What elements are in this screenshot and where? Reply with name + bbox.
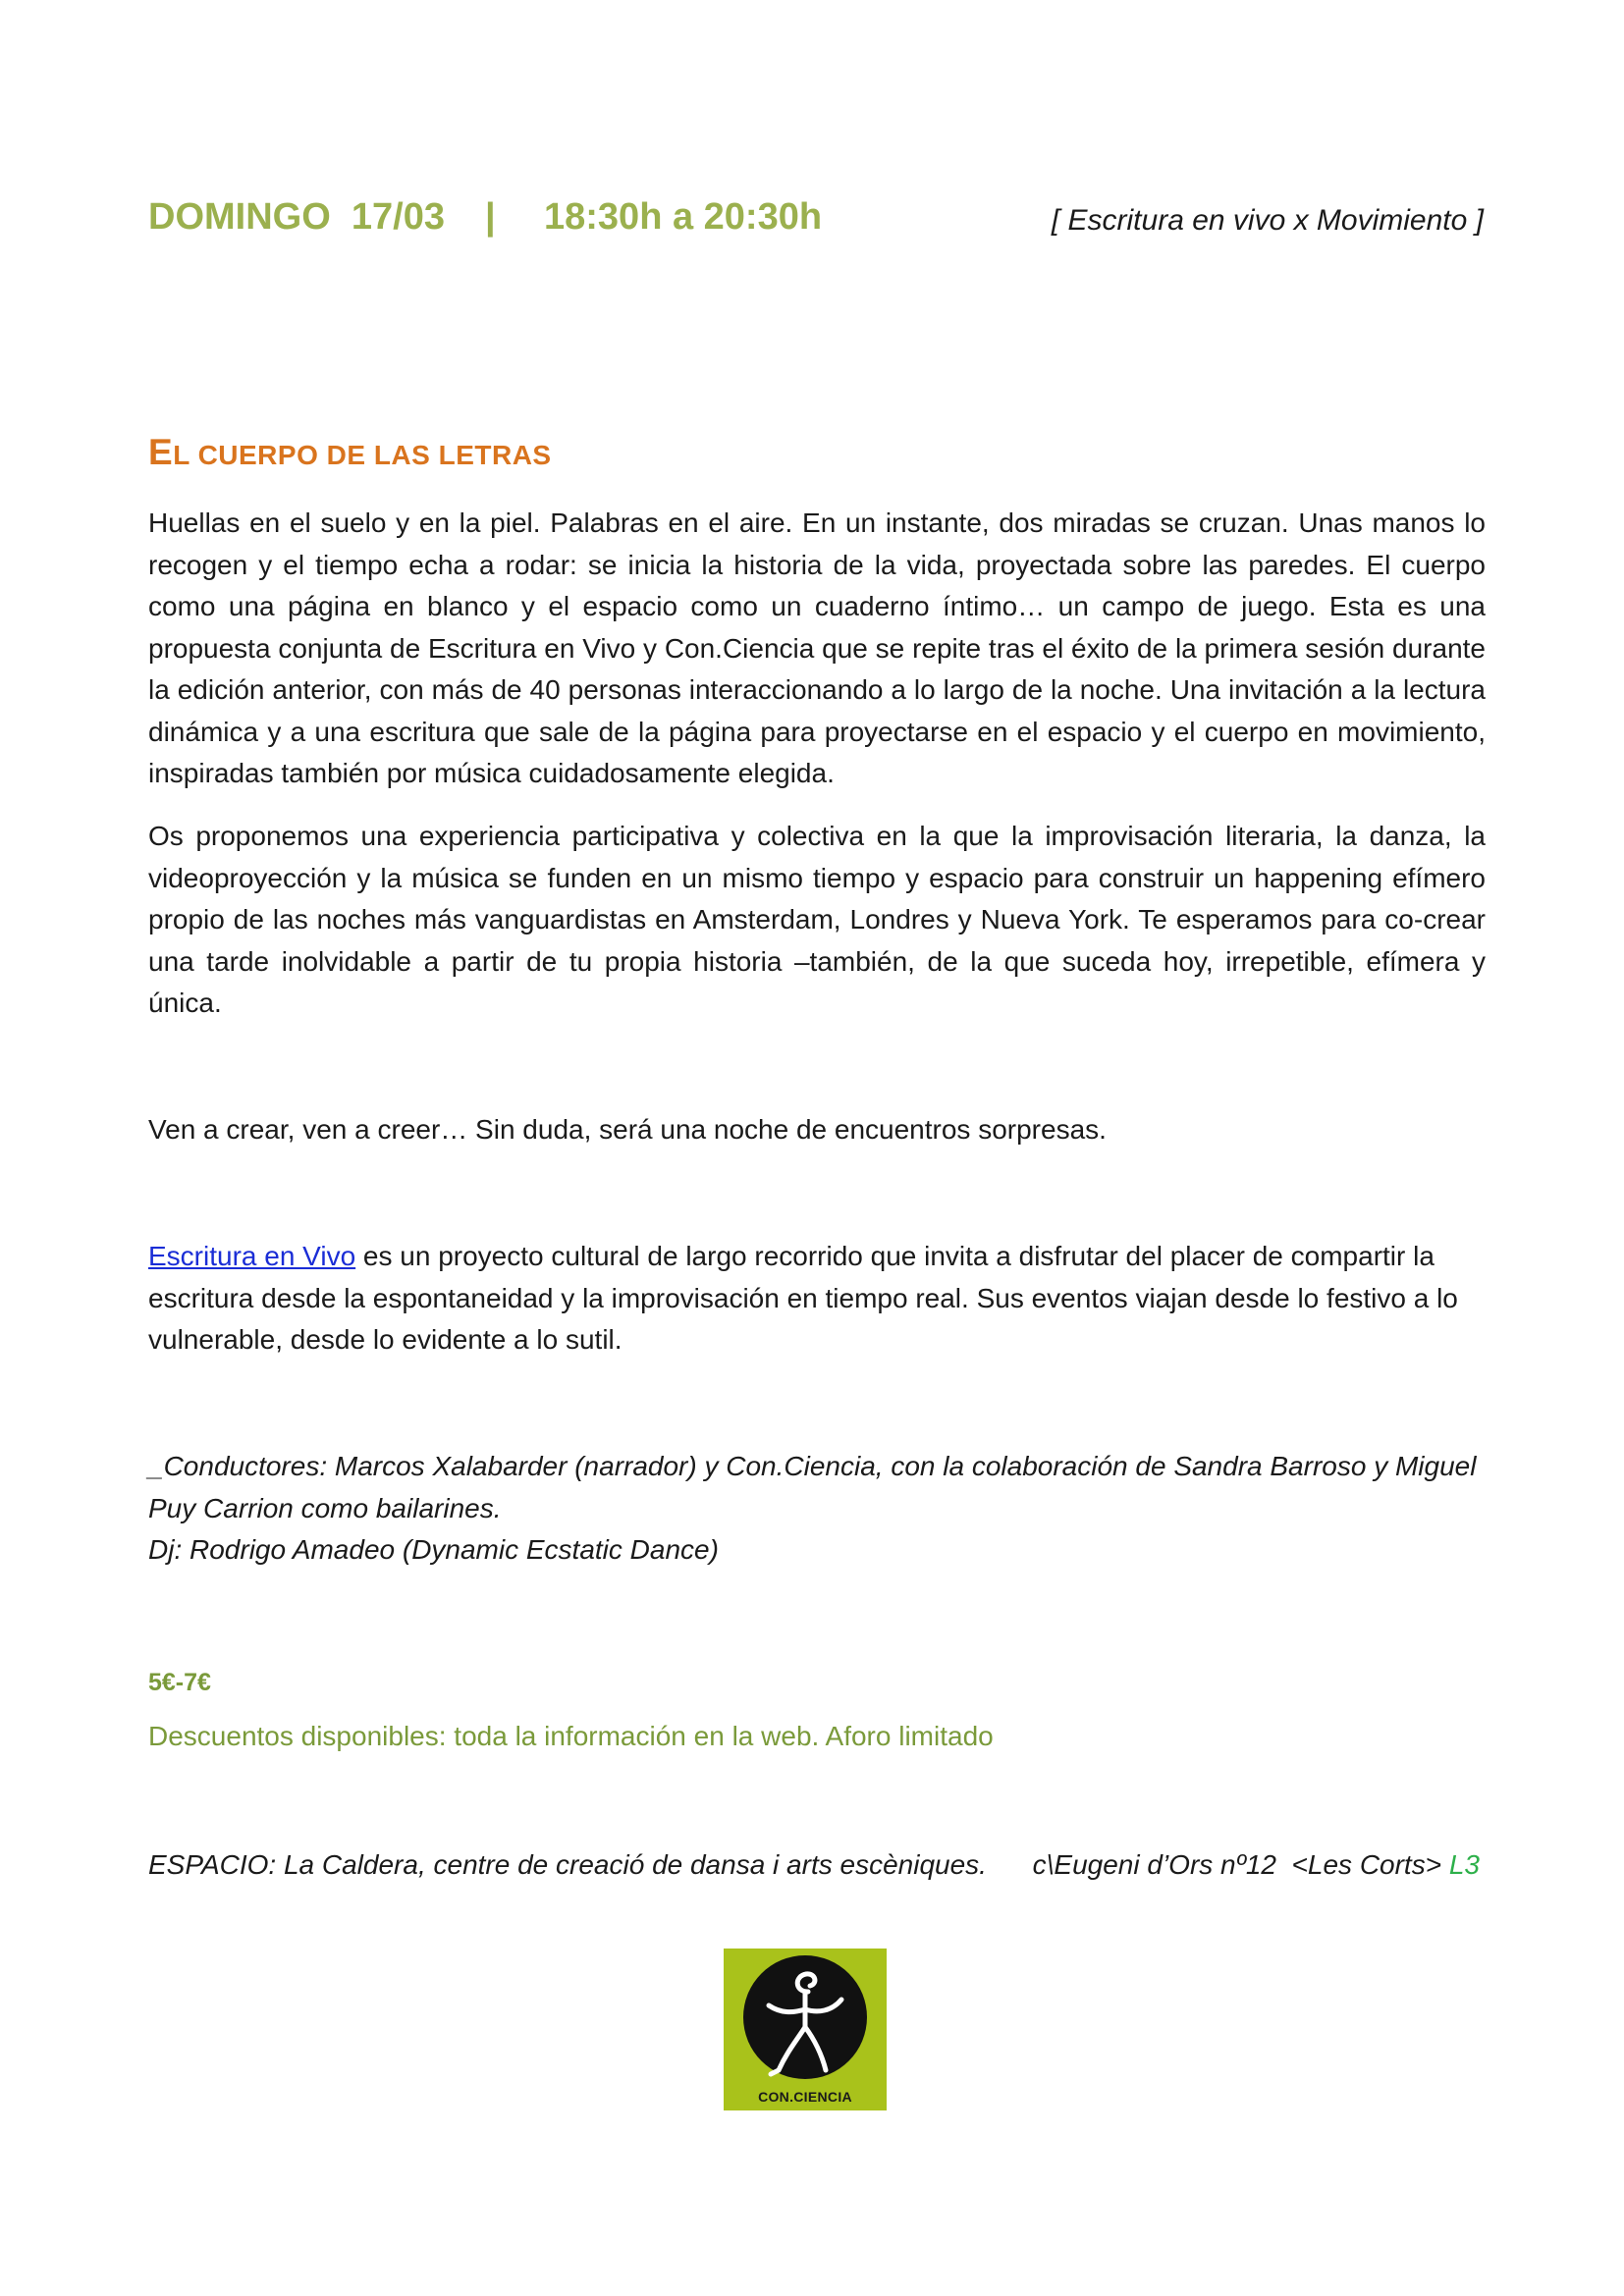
- event-category-tag: [ Escritura en vivo x Movimiento ]: [1051, 204, 1484, 237]
- project-description-text: es un proyecto cultural de largo recorrido que invita a disfrutar del placer de compartir la escritura desde la espontaneidad y la improvisación en tiempo real. Sus eventos viajan desde lo festivo a lo vulnerable, desde lo evidente a lo sutil.: [148, 1241, 1458, 1355]
- header-separator: |: [485, 196, 496, 238]
- logo-label: CON.CIENCIA: [758, 2089, 852, 2105]
- venue-info: [148, 1849, 1486, 1881]
- conciencia-logo: [724, 1949, 887, 2110]
- escritura-en-vivo-link[interactable]: Escritura en Vivo: [148, 1241, 356, 1271]
- event-header: [148, 196, 1484, 255]
- metro-line: L3: [1448, 1849, 1481, 1880]
- event-title: [148, 432, 552, 473]
- discount-info: Descuentos disponibles: toda la información en la web. Aforo limitado: [148, 1721, 994, 1751]
- event-date: DOMINGO 17/03: [148, 196, 445, 238]
- dancer-figure-icon: [724, 1949, 887, 2110]
- credits-block: [148, 1446, 1486, 1572]
- venue-address: ESPACIO: La Caldera, centre de creació de dansa i arts escèniques. c\Eugeni d’Ors nº12 <Les Corts>: [148, 1849, 1449, 1880]
- price: 5€-7€: [148, 1669, 211, 1696]
- credits-dj: Dj: Rodrigo Amadeo (Dynamic Ecstatic Dance): [148, 1534, 719, 1565]
- event-time: 18:30h a 20:30h: [544, 196, 823, 238]
- invitation-line: Ven a crear, ven a creer… Sin duda, será una noche de encuentros sorpresas.: [148, 1114, 1107, 1145]
- description-paragraph-1: Huellas en el suelo y en la piel. Palabras en el aire. En un instante, dos miradas se cruzan. Unas manos lo recogen y el tiempo echa a rodar: se inicia la historia de la vida, proyectada sobre las paredes. El cuerpo como una página en blanco y el espacio como un cuaderno íntimo… un campo de juego. Esta es una propuesta conjunta de Escritura en Vivo y Con.Ciencia que se repite tras el éxito de la primera sesión durante la edición anterior, con más de 40 personas interaccionando a lo largo de la noche. Una invitación a la lectura dinámica y a una escritura que sale de la página para proyectarse en el espacio y el cuerpo en movimiento, inspiradas también por música cuidadosamente elegida.: [148, 507, 1486, 788]
- description-paragraph-2: Os proponemos una experiencia participativa y colectiva en la que la improvisación literaria, la danza, la videoproyección y la música se funden en un mismo tiempo y espacio para construir un happening efímero propio de las noches más vanguardistas en Amsterdam, Londres y Nueva York. Te esperamos para co-crear una tarde inolvidable a partir de tu propia historia –también, de la que suceda hoy, irrepetible, efímera y única.: [148, 821, 1486, 1018]
- credits-conductors: _Conductores: Marcos Xalabarder (narrador) y Con.Ciencia, con la colaboración de Sandra Barroso y Miguel Puy Carrion como bailarines.: [148, 1451, 1477, 1523]
- title-initial: E: [148, 432, 174, 472]
- title-rest: L CUERPO DE LAS LETRAS: [173, 440, 552, 470]
- project-description: [148, 1236, 1486, 1362]
